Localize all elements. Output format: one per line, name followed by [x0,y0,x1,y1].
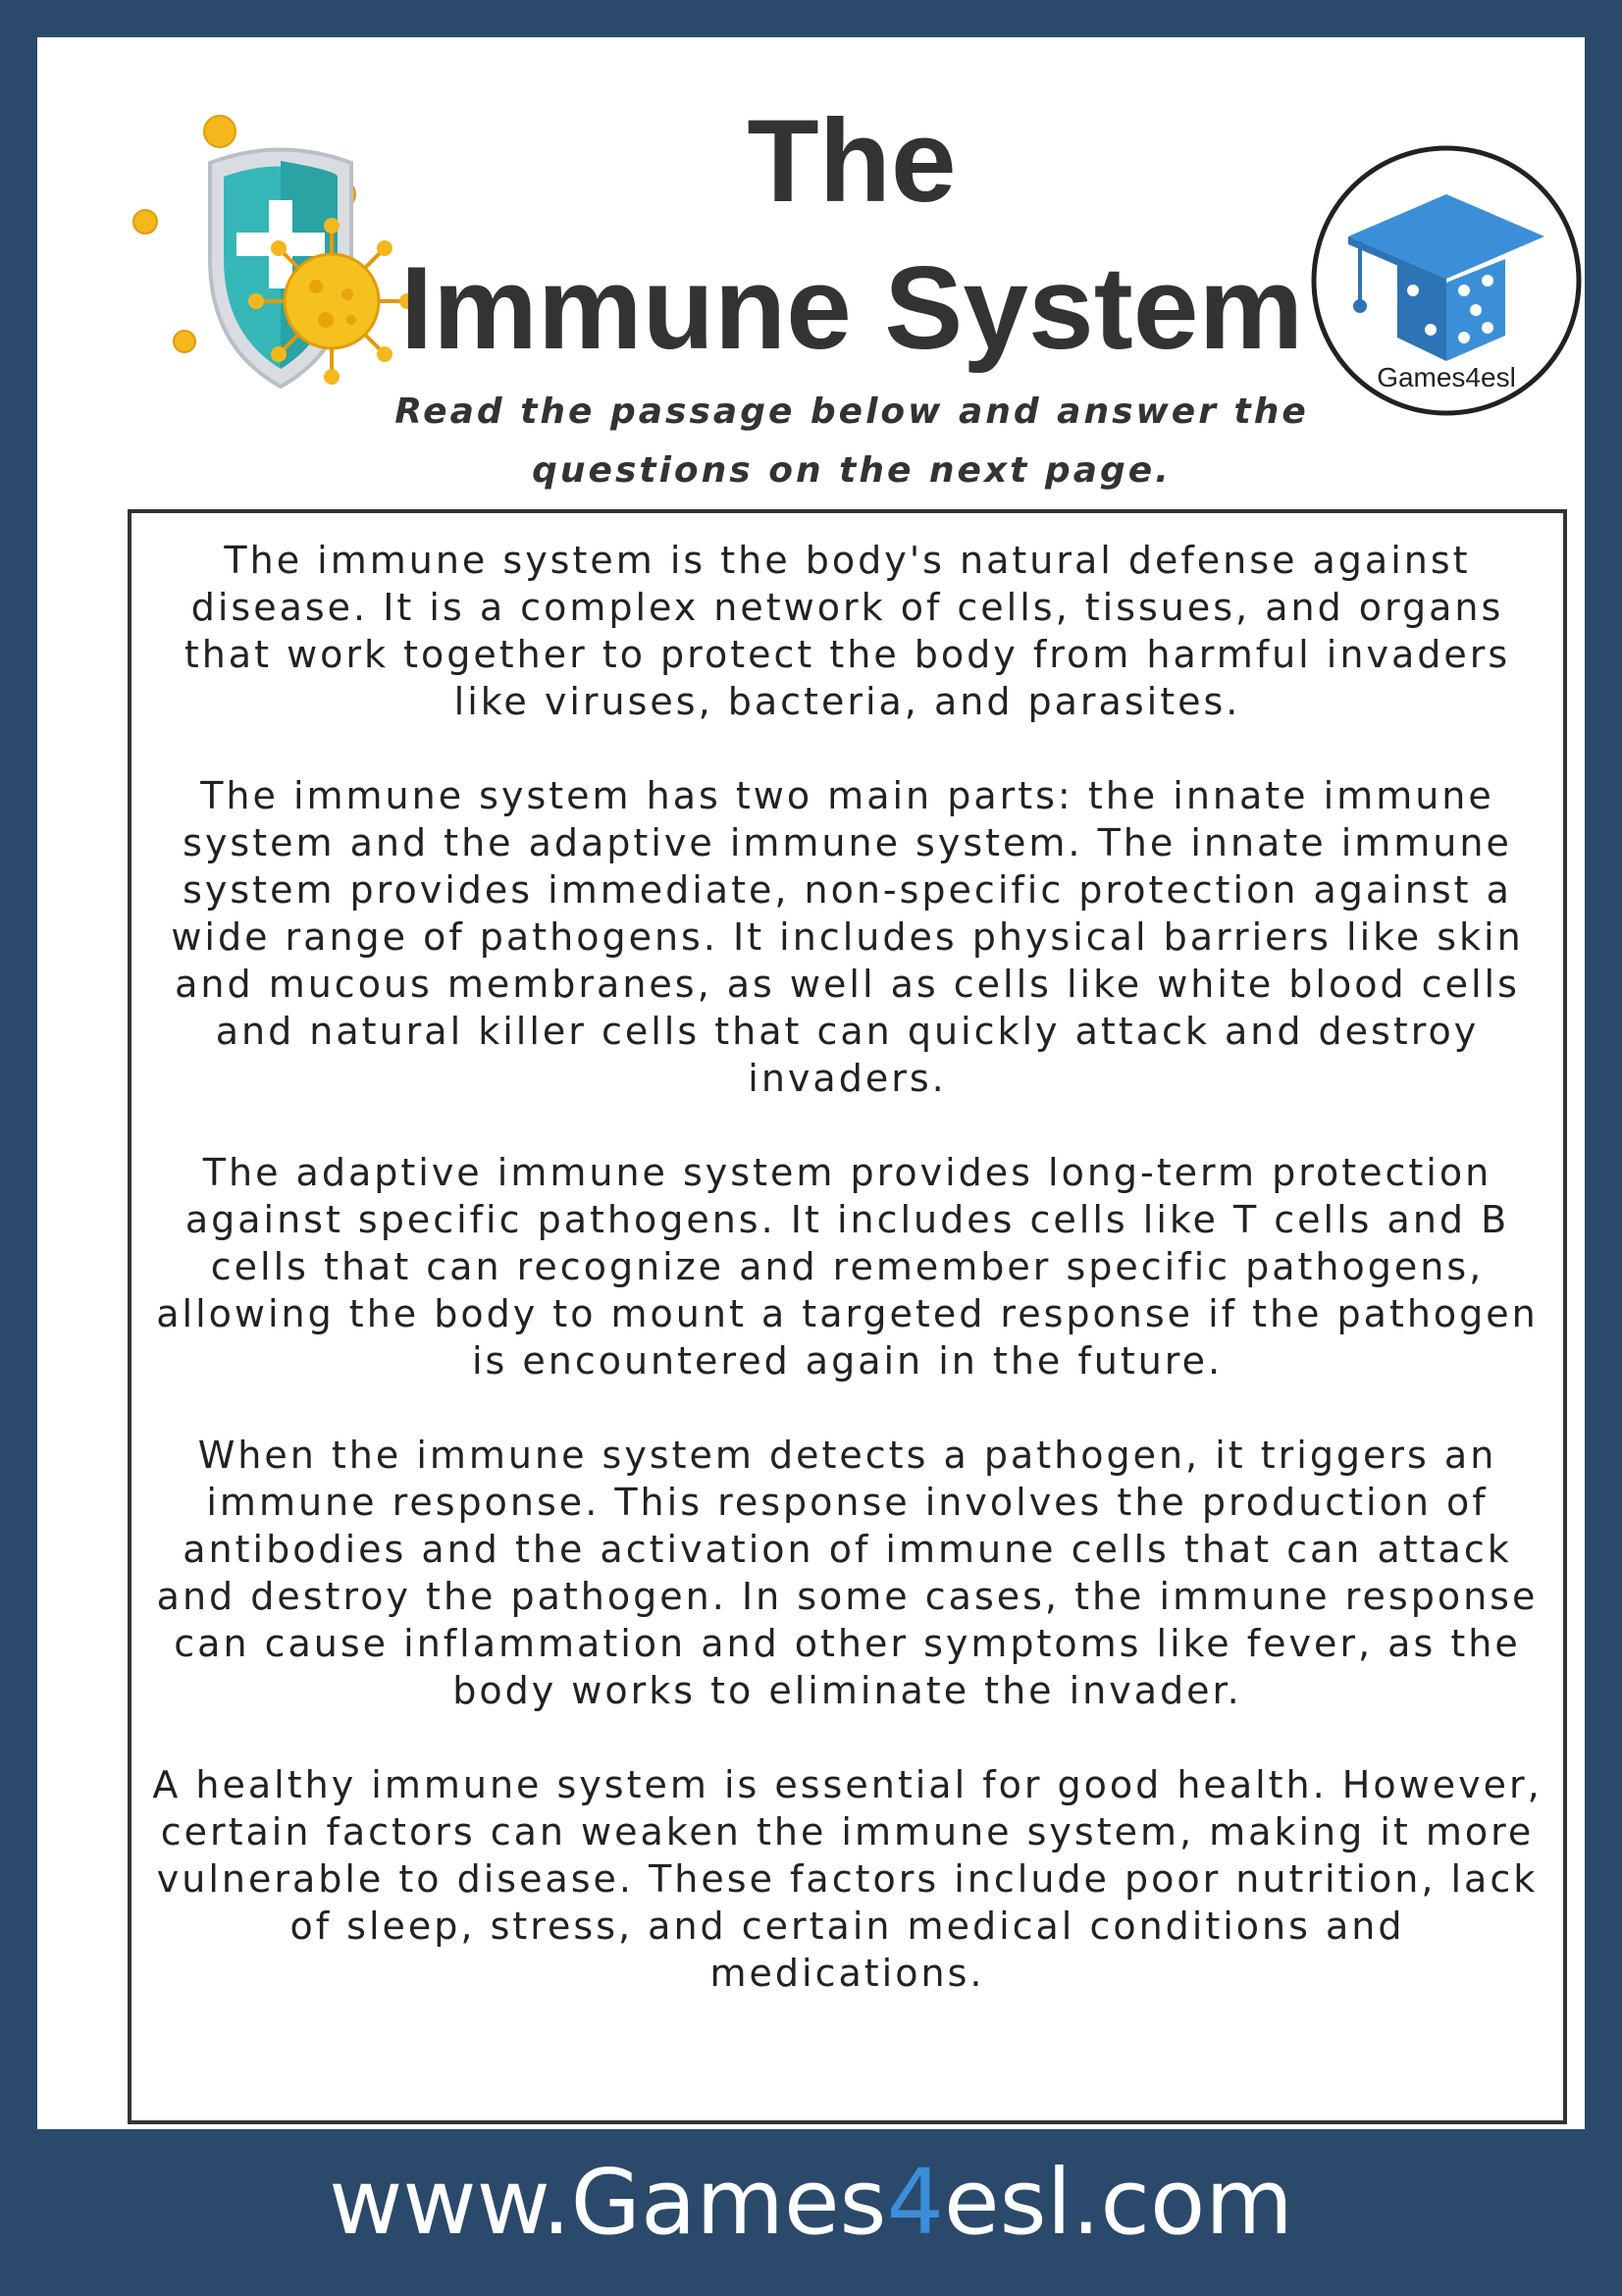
page-title-line-1: The [747,95,957,227]
footer-url-accent: 4 [886,2150,945,2255]
passage-paragraph: When the immune system detects a pathogen, it triggers an immune response. This response involves the production of antibodies and the activation of immune cells that can attack and destroy the pathogen. In some cases, the immune response can cause inflammation and other symptoms like fever, as the body works to eliminate the invader. [156,1434,1539,1712]
worksheet-page [37,37,1585,2129]
brand-name: Games4esl [1377,362,1516,392]
footer-url-prefix: www.Games [329,2150,887,2255]
passage-paragraph: The adaptive immune system provides long-term protection against specific pathogens. It includes cells like T cells and B cells that can recognize and remember specific pathogens, allowing the body to mount a targeted response if the pathogen is encountered again in the future. [156,1151,1539,1383]
reading-passage [128,509,1567,2124]
passage-paragraph: The immune system has two main parts: the innate immune system and the adaptive immune system. The innate immune system provides immediate, non-specific protection against a wide range of pathogens. It includes physical barriers like skin and mucous membranes, as well as cells like white blood cells and natural killer cells that can quickly attack and destroy invaders. [171,774,1524,1100]
instructions [332,383,1372,500]
instructions-line-2: questions on the next page. [532,450,1172,491]
footer-website-link[interactable] [0,2149,1622,2257]
footer-url-suffix: esl.com [944,2150,1293,2255]
passage-paragraph: The immune system is the body's natural defense against disease. It is a complex network of cells, tissues, and organs that work together to protect the body from harmful invaders like viruses, bacteria, and parasites. [183,539,1511,723]
page-title-line-2: Immune System [399,242,1304,374]
graduation-cap-dice-icon [1309,143,1584,418]
passage-paragraph: A healthy immune system is essential for good health. However, certain factors can weaken the immune system, making it more vulnerable to disease. These factors include poor nutrition, lack of sleep, stress, and certain medical conditions and medications. [152,1763,1543,1995]
instructions-line-1: Read the passage below and answer the [394,391,1309,432]
